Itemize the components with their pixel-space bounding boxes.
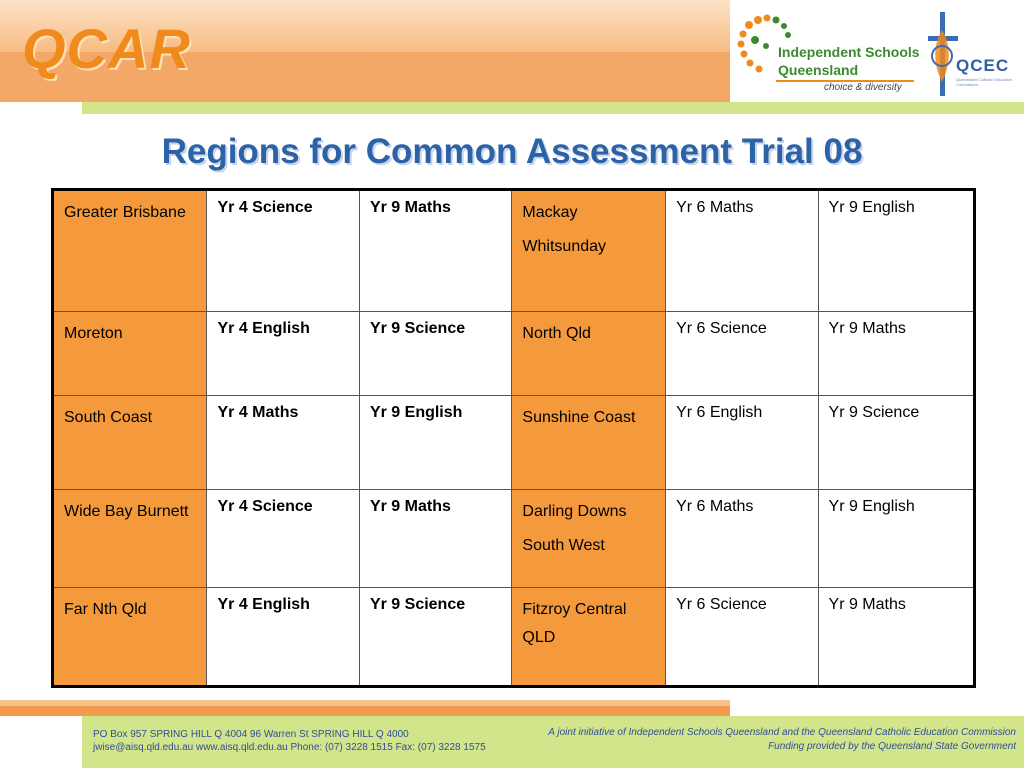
table-row — [53, 490, 975, 588]
region-cell — [53, 490, 207, 588]
table-row — [53, 588, 975, 687]
yr6-subject-cell: Yr 6 English — [666, 396, 818, 490]
regions-table-body — [53, 190, 975, 687]
table-row — [53, 190, 975, 312]
qcec-logo-subtext: Queensland Catholic Education Commission — [956, 77, 1013, 87]
region-name: Moreton — [64, 325, 123, 342]
region-name: Greater Brisbane — [64, 204, 186, 221]
yr9-subject-cell: Yr 9 Maths — [818, 312, 974, 396]
yr6-subject-cell: Yr 6 Science — [666, 312, 818, 396]
yr9-subject-cell: Yr 9 English — [359, 396, 511, 490]
footer-contact: jwise@aisq.qld.edu.au www.aisq.qld.edu.au Phone: (07) 3228 1515 Fax: (07) 3228 1575 — [93, 742, 486, 753]
page-title: Regions for Common Assessment Trial 08 — [161, 132, 863, 171]
yr4-subject-cell: Yr 4 English — [207, 312, 359, 396]
yr6-subject-cell: Yr 6 Maths — [666, 490, 818, 588]
yr6-subject-cell: Yr 6 Science — [666, 588, 818, 687]
region-name: Mackay — [522, 204, 578, 221]
region-cell — [512, 396, 666, 490]
yr9-subject-cell: Yr 9 Maths — [359, 190, 511, 312]
yr4-subject-cell: Yr 4 Maths — [207, 396, 359, 490]
region-name: South West — [522, 537, 605, 554]
region-cell — [53, 396, 207, 490]
qcec-logo-text: QCEC — [956, 56, 1010, 75]
yr9-subject-cell: Yr 9 English — [818, 490, 974, 588]
header-green-strip — [82, 102, 1024, 114]
yr4-subject-cell: Yr 4 Science — [207, 190, 359, 312]
regions-table — [51, 188, 976, 688]
region-name: South Coast — [64, 409, 153, 426]
qcar-logo: QCAR — [22, 17, 191, 80]
yr9-subject-cell: Yr 9 Maths — [359, 490, 511, 588]
footer-orange-strip — [0, 706, 730, 716]
yr9-subject-cell: Yr 9 Maths — [818, 588, 974, 687]
yr6-subject-cell: Yr 6 Maths — [666, 190, 818, 312]
region-cell — [512, 490, 666, 588]
region-cell — [53, 190, 207, 312]
table-row — [53, 396, 975, 490]
isq-name-line2: Queensland — [778, 62, 859, 78]
isq-tagline: choice & diversity — [824, 82, 902, 93]
region-cell — [53, 588, 207, 687]
region-name: Darling Downs — [522, 503, 627, 520]
table-row — [53, 312, 975, 396]
isq-name-line1: Independent Schools — [778, 44, 920, 60]
yr9-subject-cell: Yr 9 English — [818, 190, 974, 312]
yr9-subject-cell: Yr 9 Science — [359, 312, 511, 396]
region-cell — [512, 312, 666, 396]
region-name: Whitsunday — [522, 238, 607, 255]
region-name: Fitzroy Central QLD — [522, 601, 627, 646]
region-name: Sunshine Coast — [522, 409, 636, 426]
region-cell — [512, 588, 666, 687]
region-name: Wide Bay Burnett — [64, 503, 189, 520]
yr4-subject-cell: Yr 4 Science — [207, 490, 359, 588]
yr9-subject-cell: Yr 9 Science — [359, 588, 511, 687]
region-name: North Qld — [522, 325, 591, 342]
footer-address: PO Box 957 SPRING HILL Q 4004 96 Warren St SPRING HILL Q 4000 — [93, 729, 409, 740]
yr9-subject-cell: Yr 9 Science — [818, 396, 974, 490]
region-cell — [512, 190, 666, 312]
region-cell — [53, 312, 207, 396]
footer-initiative: A joint initiative of Independent Schools Queensland and the Queensland Catholic Education Commission — [548, 727, 1016, 738]
region-name: Far Nth Qld — [64, 601, 147, 618]
footer-funding: Funding provided by the Queensland State Government — [768, 741, 1016, 752]
yr4-subject-cell: Yr 4 English — [207, 588, 359, 687]
